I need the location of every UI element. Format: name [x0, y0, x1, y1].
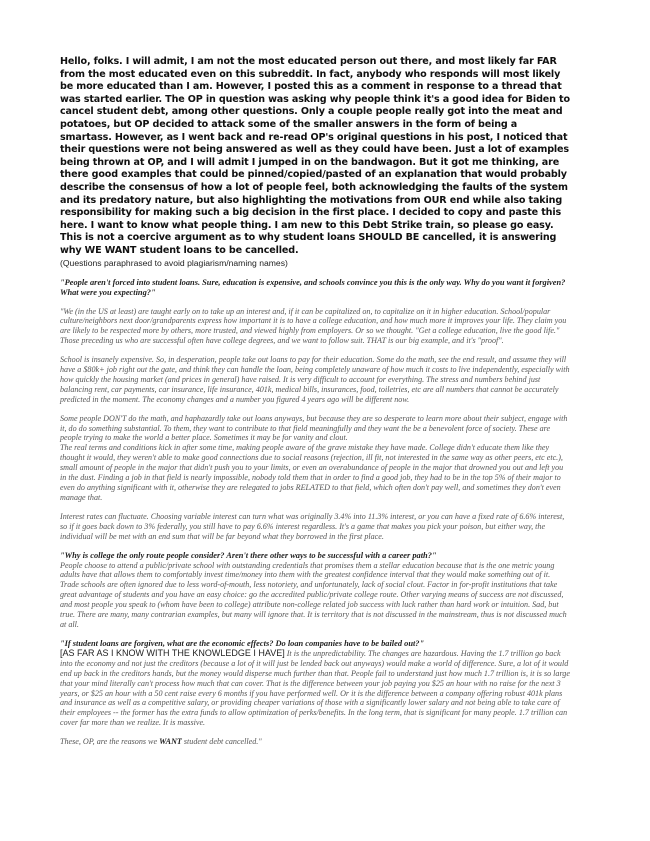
- closing-pre: These, OP, are the reasons we: [60, 737, 160, 747]
- answer-1-paragraph-3: Some people DON'T do the math, and haphazardly take out loans anyways, but because they are so desperate to learn more about their subject, engage with it, do do something substantial. To them, they want to contribute to that field meaningfully and they want the be a benevolent force of society. These are people trying to make the world a better place. Sometimes it may be for vanity and clout.: [60, 413, 568, 443]
- answer-3-text: It is the unpredictability. The changes are hazardous. Having the 1.7 trillion go back into the economy and not just the creditors (because a lot of it will just be lended back out anyways) would make a world of difference. Sure, a lot of it would end up back in the creditors hands, but the money would disperse much further than that. People fail to understand just how much 1.7 trillion is, it is so large that your mind literally can't process how much that can cover. That is the difference between your job paying you $25 an hour with no raise for the next 3 years, or $25 an hour with a 50 cent raise every 6 months if you have performed well. Or it is the difference between a company offering robust 401k plans and insurance as well as a competitive salary, or providing cheaper variations of those with a significantly lower salary and not being able to take care of their employees -- the former has the extra funds to allow optimization of perks/benefits. In the long term, that is significant for many people. 1.7 trillion can cover far more than we realize. It is massive.: [60, 648, 570, 728]
- document-page: [60, 56, 570, 747]
- closing-emphasis: WANT: [159, 737, 182, 747]
- answer-1-paragraph-5: Interest rates can fluctuate. Choosing variable interest can turn what was originally 3.4% into 11.3% interest, or you can have a fixed rate of 6.6% interest, so if it goes back down to 3% federally, you still have to pay 6.6% interest regardless. It's a game that makes you pick your poison, but either way, the individual will be met with an end sum that will be far beyond what they borrowed in the first place.: [60, 511, 565, 541]
- knowledge-disclaimer: [AS FAR AS I KNOW WITH THE KNOWLEDGE I HAVE]: [60, 647, 285, 658]
- question-1: "People aren't forced into student loans. Sure, education is expensive, and schools convince you this is the only way. Why do you want it forgiven? What were you expecting?": [60, 277, 566, 297]
- answer-1-paragraph-1: "We (in the US at least) are taught early on to take up an interest and, if it can be capitalized on, to capitalize on it in higher education. School/popular culture/neighbors next door/grandparents express how important it is to have a college education, and how much more it improves your life. They claim you are likely to be respected more by others, more trusted, and viewed highly from employers. Or so we thought. "Get a college education, live the good life." Those preceding us who are successful often have college degrees, and we want to follow suit. THAT is our big example, and it's "proof".: [60, 306, 567, 346]
- closing-line: [60, 737, 570, 747]
- intro-paragraph: Hello, folks. I will admit, I am not the most educated person out there, and most likely far FAR from the most educated even on this subreddit. In fact, anybody who responds will most likely be more educated than I am. However, I posted this as a comment in response to a thread that was started earlier. The OP in question was asking why people think it's a good idea for Biden to cancel student debt, among other questions. Only a couple people really got into the meat and potatoes, but OP decided to attack some of the smaller answers in the form of being a smartass. However, as I went back and re-read OP's original questions in his post, I noticed that their questions were not being answered as well as they could have been. Just a lot of examples being thrown at OP, and I will admit I jumped in on the bandwagon. But it got me thinking, are there good examples that could be pinned/copied/pasted of an explanation that would probably describe the consensus of how a lot of people feel, both acknowledging the faults of the system and its predatory nature, but also highlighting the motivations from OUR end while also taking responsibility for making such a big decision in the first place. I decided to copy and paste this here. I want to know what people thing. I am new to this Debt Strike train, so please go easy. This is not a coercive argument as to why student loans SHOULD BE cancelled, it is answering why WE WANT student loans to be cancelled.: [60, 56, 570, 256]
- answer-1-paragraph-4: The real terms and conditions kick in after some time, making people aware of the grave mistake they have made. College didn't educate them like they thought it would, they weren't able to make good connections due to social reasons (rejection, ill fit, not interested in the same way as other peers, etc etc.), small amount of people in the major that didn't push you to your limits, or even an overabundance of people in the major that drowned you out and left you in the dust. Finding a job in that field is nearly impossible, nobody told them that in order to find a good job, they had to be in the top 5% of their major to even do anything significant with it, otherwise they are relegated to jobs RELATED to that field, which often don't pay well, and sometimes they don't even manage that.: [60, 443, 564, 502]
- paraphrase-note: (Questions paraphrased to avoid plagiarism/naming names): [60, 257, 288, 268]
- closing-post: student debt cancelled.": [181, 737, 262, 747]
- answer-3-paragraph-1: [60, 649, 570, 728]
- answer-1-paragraph-2: School is insanely expensive. So, in desperation, people take out loans to pay for their education. Some do the math, see the end result, and assume they will have a $80k+ job right out the gate, and think they can handle the loan, being completely unaware of how much it costs to live independently, especially with how quickly the housing market (and prices in general) have raised. It is very difficult to account for everything. The stress and numbers behind just balancing rent, car payments, car insurance, life insurance, 401k, medical bills, insurances, food, toiletries, etc are all numbers that cannot be accurately predicted in the moment. The economy changes and a number you figured 4 years ago will be different now.: [60, 355, 570, 404]
- answer-2-paragraph-1: People choose to attend a public/private school with outstanding credentials that promises them a stellar education because that is the one metric young adults have that allows them to comfortably invest time/money into them with the greatest confidence interval that they would make something out of it. Trade schools are often ignored due to less word-of-mouth, less notoriety, and unfortunately, lack of social clout. Factor in for-profit institutions that take great advantage of students and you have an easy choice: go the accredited public/private college route. Other varying means of success are not discussed, and most people you speak to (whom have been to college) attribute non-college related job success with luck rather than hard work or intuition. Sad, but true. There are many, many contrarian examples, but many will ignore that. It is territory that is not discussed in the mainstream, thus is not discussed much at all.: [60, 560, 567, 629]
- question-3: "If student loans are forgiven, what are the economic effects? Do loan companies have to be bailed out?": [60, 638, 425, 648]
- question-2: "Why is college the only route people consider? Aren't there other ways to be successful with a career path?": [60, 550, 437, 560]
